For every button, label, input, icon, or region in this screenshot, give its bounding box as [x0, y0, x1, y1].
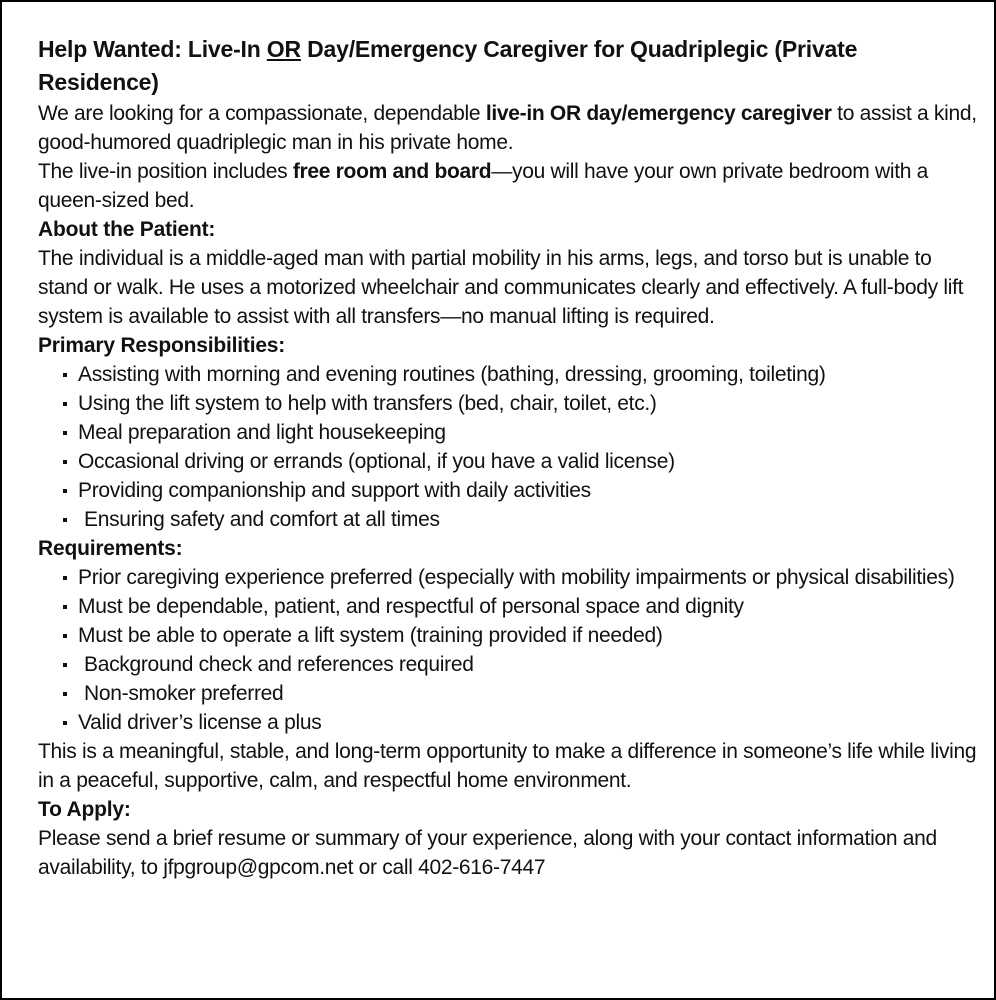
intro-paragraph: We are looking for a compassionate, dependable live-in OR day/emergency caregiver to assist a kind, good-humored quadriplegic man in his private home. The live-in position includes free room and board—you will have your own private bedroom with a queen-sized bed.	[38, 102, 977, 212]
requirements-heading: Requirements:	[38, 537, 183, 560]
bullet-icon	[63, 373, 67, 377]
list-item: Background check and references required	[38, 650, 978, 679]
responsibilities-heading: Primary Responsibilities:	[38, 334, 286, 357]
closing-paragraph: This is a meaningful, stable, and long-term opportunity to make a difference in someone’s life while living in a peaceful, supportive, calm, and respectful home environment.	[38, 740, 977, 792]
list-item: Assisting with morning and evening routines (bathing, dressing, grooming, toileting)	[38, 360, 978, 389]
requirements-list	[38, 563, 978, 737]
bullet-icon	[63, 634, 67, 638]
page-title: Help Wanted: Live-In OR Day/Emergency Caregiver for Quadriplegic (Private Residence)	[38, 36, 858, 95]
list-item: Providing companionship and support with daily activities	[38, 476, 978, 505]
bullet-icon	[63, 460, 67, 464]
list-item: Meal preparation and light housekeeping	[38, 418, 978, 447]
about-paragraph: The individual is a middle-aged man with partial mobility in his arms, legs, and torso but is unable to stand or walk. He uses a motorized wheelchair and communicates clearly and effectively. A full-body lift system is available to assist with all transfers—no manual lifting is required.	[38, 247, 964, 328]
responsibilities-list	[38, 360, 978, 534]
apply-heading: To Apply:	[38, 798, 131, 821]
bullet-icon	[63, 663, 67, 667]
bullet-icon	[63, 692, 67, 696]
bullet-icon	[63, 576, 67, 580]
bullet-icon	[63, 402, 67, 406]
bullet-icon	[63, 431, 67, 435]
list-item: Non-smoker preferred	[38, 679, 978, 708]
about-heading: About the Patient:	[38, 218, 216, 241]
bullet-icon	[63, 518, 67, 522]
apply-paragraph: Please send a brief resume or summary of your experience, along with your contact information and availability, to jfpgroup@gpcom.net or call 402-616-7447	[38, 827, 937, 879]
list-item: Prior caregiving experience preferred (especially with mobility impairments or physical disabilities)	[38, 563, 978, 592]
list-item: Valid driver’s license a plus	[38, 708, 978, 737]
bullet-icon	[63, 721, 67, 725]
job-posting	[38, 33, 978, 882]
list-item: Must be able to operate a lift system (training provided if needed)	[38, 621, 978, 650]
bullet-icon	[63, 489, 67, 493]
list-item: Ensuring safety and comfort at all times	[38, 505, 978, 534]
list-item: Using the lift system to help with transfers (bed, chair, toilet, etc.)	[38, 389, 978, 418]
list-item: Must be dependable, patient, and respectful of personal space and dignity	[38, 592, 978, 621]
list-item: Occasional driving or errands (optional, if you have a valid license)	[38, 447, 978, 476]
bullet-icon	[63, 605, 67, 609]
